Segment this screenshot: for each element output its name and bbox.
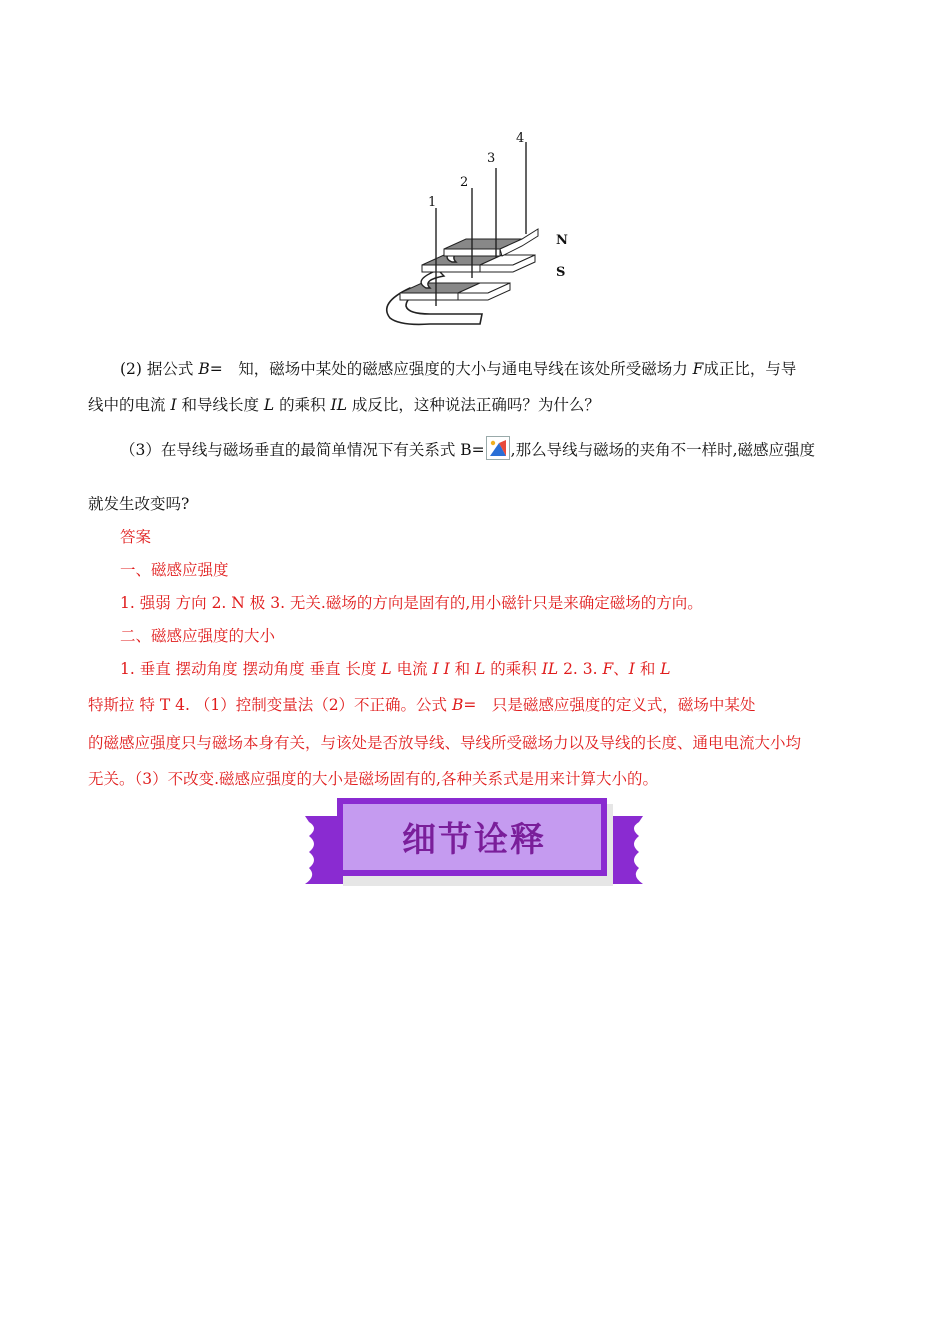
answer-heading: 答案 xyxy=(120,528,152,546)
answer-section-2-line-4: 无关。（3）不改变.磁感应强度的大小是磁场固有的,各种关系式是用来计算大小的。 xyxy=(88,770,658,788)
answer-section-2-line-2: 特斯拉 特 T 4. （1）控制变量法（2）不正确。公式 B= 只是磁感应强度的定义式，磁场中某处 xyxy=(88,696,756,714)
section-banner xyxy=(303,796,645,888)
wire-label-4: 4 xyxy=(516,131,525,146)
answer-section-1-heading: 一、磁感应强度 xyxy=(120,561,229,579)
question-3-line-2: 就发生改变吗? xyxy=(88,495,190,513)
magnet-wire-figure xyxy=(370,128,590,338)
answer-section-2-line-1: 1. 垂直 摆动角度 摆动角度 垂直 长度 L 电流 I I 和 L 的乘积 IL 2. 3. F、I 和 L xyxy=(120,660,671,678)
wire-label-3: 3 xyxy=(487,151,496,166)
question-2-line-2: 线中的电流 I 和导线长度 L 的乘积 IL 成反比，这种说法正确吗？为什么？ xyxy=(88,396,600,414)
answer-section-2-line-3: 的磁感应强度只与磁场本身有关，与该处是否放导线、导线所受磁场力以及导线的长度、通电电流大小均 xyxy=(88,734,802,752)
answer-section-2-heading: 二、磁感应强度的大小 xyxy=(120,627,276,645)
pole-n-label: N xyxy=(556,233,568,248)
pole-s-label: S xyxy=(556,265,566,280)
answer-section-1-line: 1. 强弱 方向 2. N 极 3. 无关.磁场的方向是固有的,用小磁针只是来确定磁场的方向。 xyxy=(120,594,703,612)
wire-label-2: 2 xyxy=(460,175,469,190)
question-2-line-1: (2) 据公式 B= 知，磁场中某处的磁感应强度的大小与通电导线在该处所受磁场力 F成正比，与导 xyxy=(120,360,797,378)
banner-title: 细节诠释 xyxy=(402,820,546,860)
wire-label-1: 1 xyxy=(428,195,437,210)
formula-image-icon xyxy=(486,436,510,460)
question-3-line-1: （3）在导线与磁场垂直的最简单情况下有关系式 B= ,那么导线与磁场的夹角不一样时,磁感应强度 xyxy=(120,436,900,461)
